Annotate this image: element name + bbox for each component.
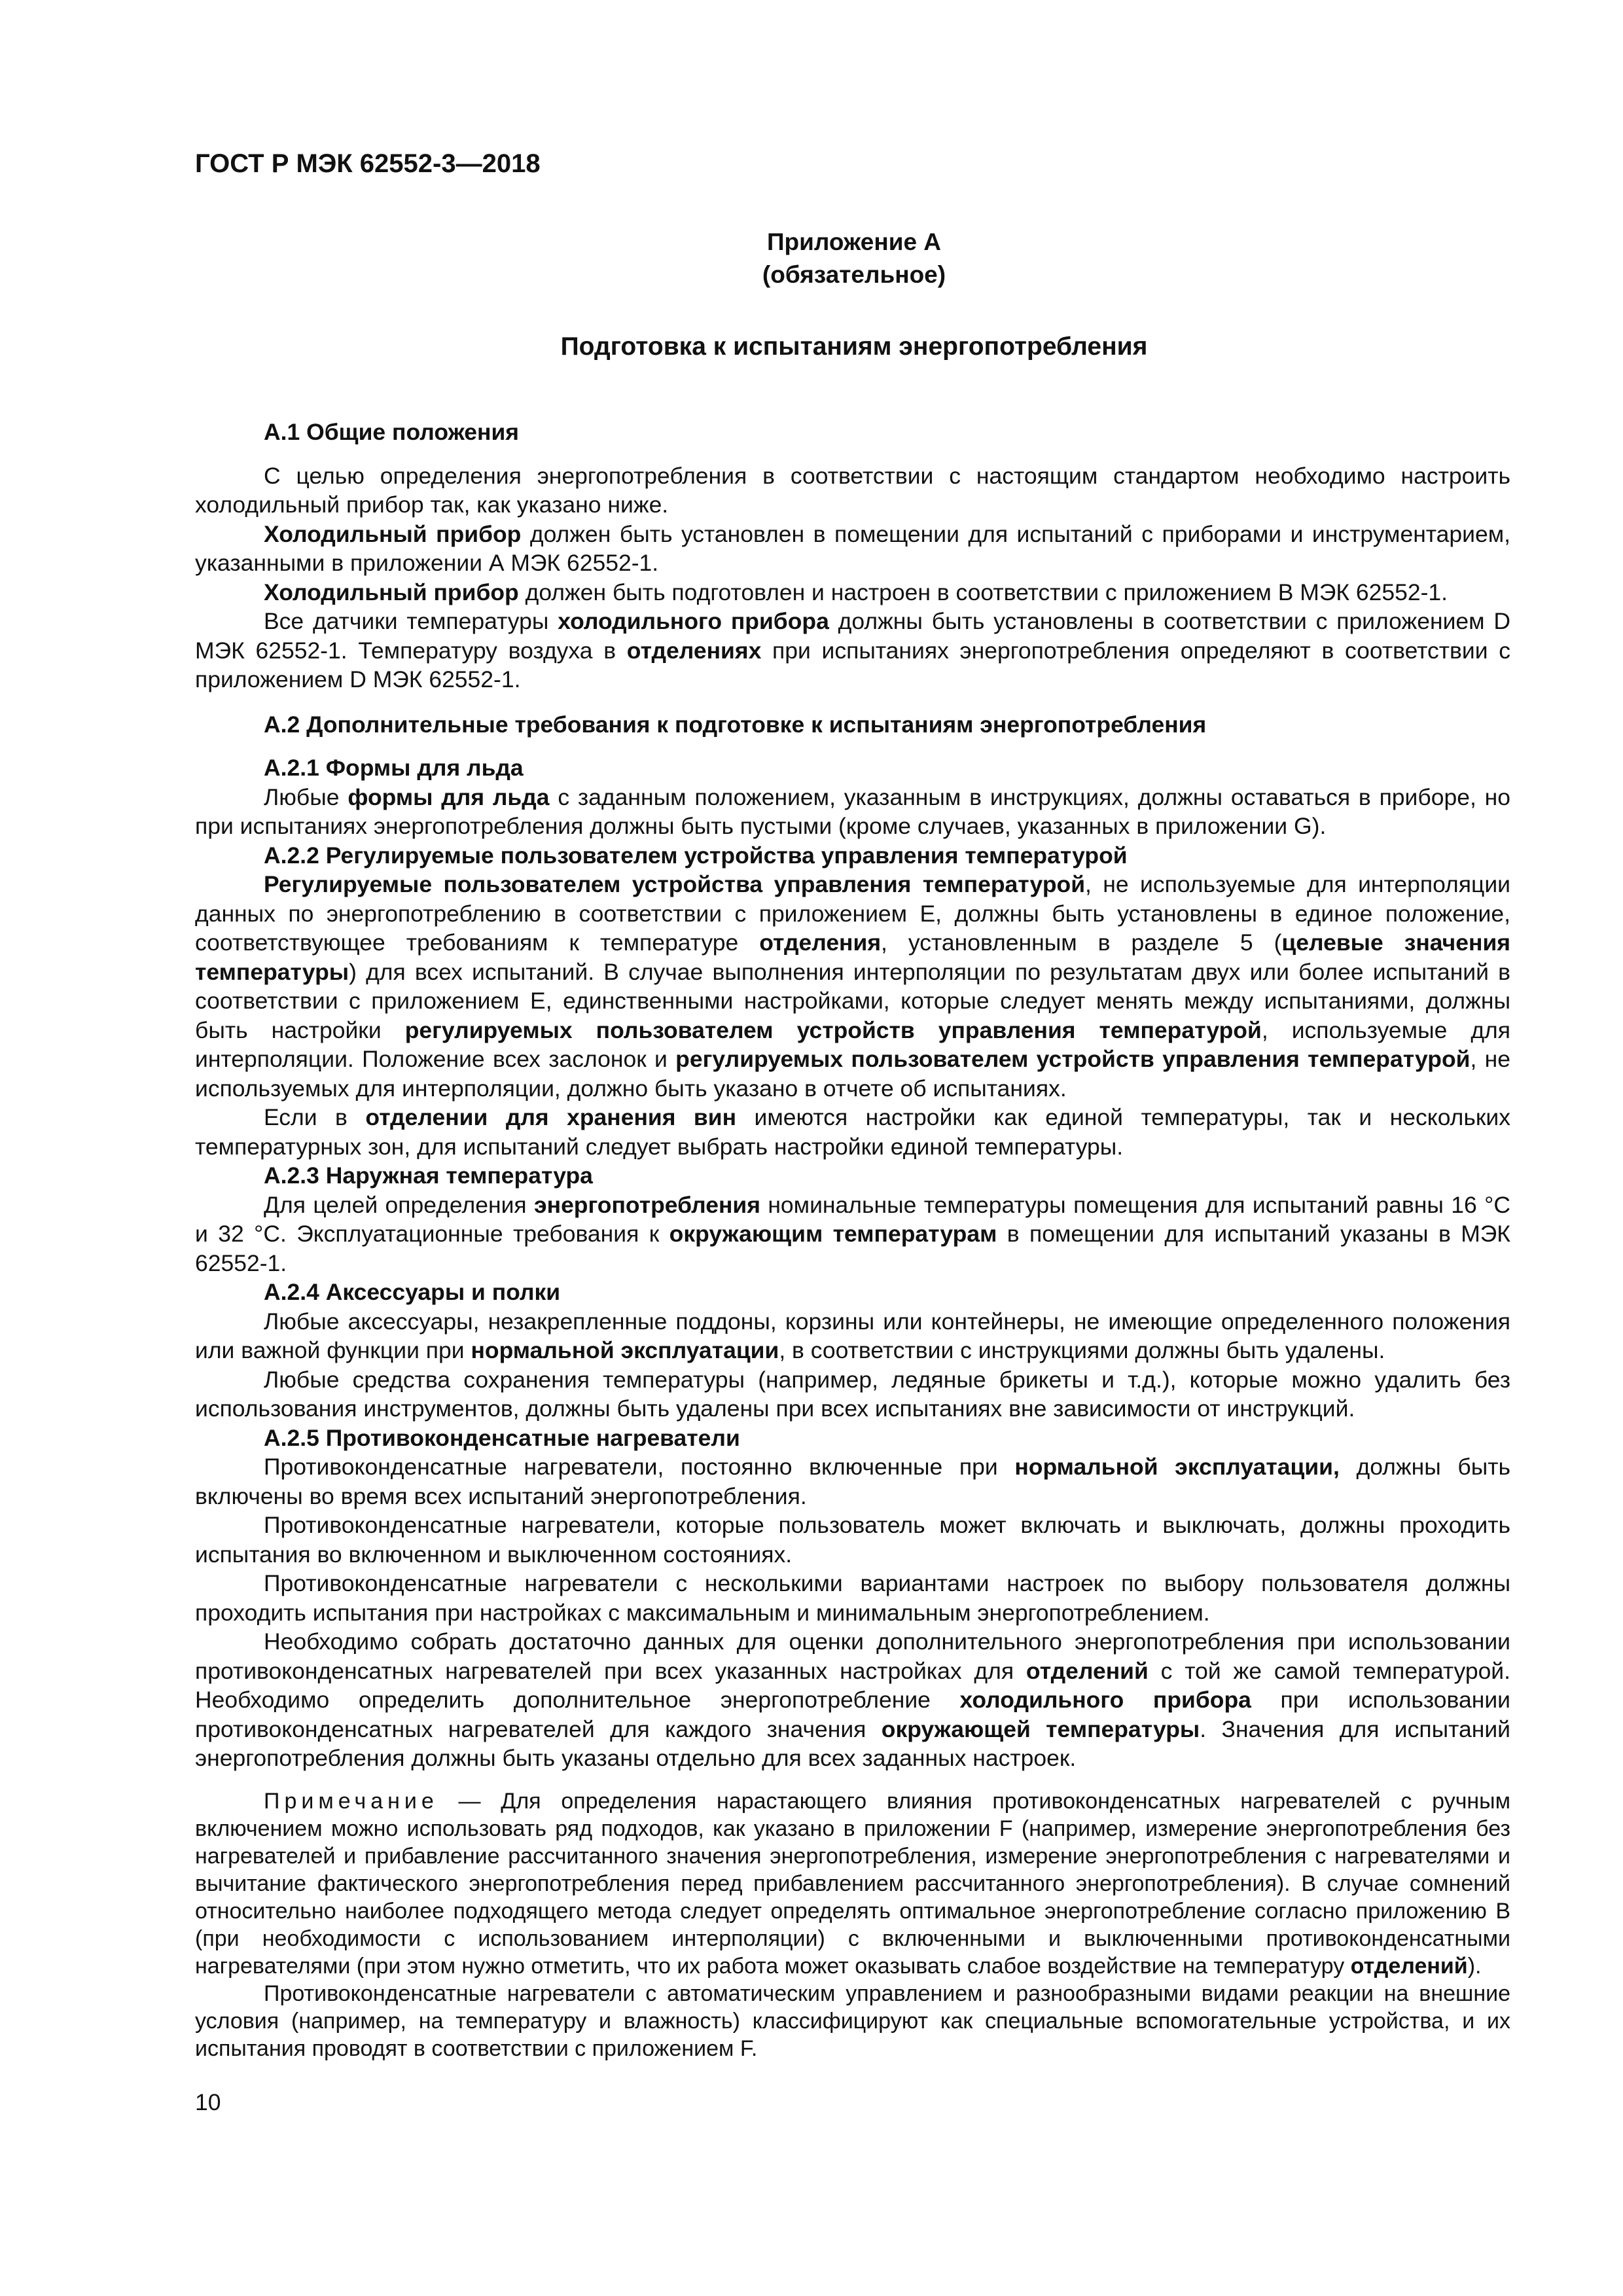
note-label: Примечание [264, 1788, 438, 1814]
annex-title: Приложение А [766, 228, 942, 255]
paragraph: Регулируемые пользователем устройства управления температурой, не используемые для интерполяции данных по энергопотреблению в соответствии с приложением Е, должны быть установлены в единое положение, соответствующее требованиям к температуре отделения, установленным в разделе 5 (целевые значения температуры) для всех испытаний. В случае выполнения интерполяции по результатам двух или более испытаний в соответствии с приложением Е, единственными настройками, которые следует менять между испытаниями, должны быть настройки регулируемых пользователем устройств управления температурой, используемые для интерполяции. Положение всех заслонок и регулируемых пользователем устройств управления температурой, не используемых для интерполяции, должно быть указано в отчете об испытаниях. [195, 871, 1510, 1102]
page-title: Подготовка к испытаниям энергопотребления [560, 332, 1148, 361]
subsection-heading-a21: А.2.1 Формы для льда [264, 755, 524, 781]
paragraph: Холодильный прибор должен быть установлен в помещении для испытаний с приборами и инструментарием, указанными в приложении А МЭК 62552-1. [195, 520, 1510, 576]
paragraph: С целью определения энергопотребления в соответствии с настоящим стандартом необходимо настроить холодильный прибор так, как указано ниже. [195, 462, 1510, 518]
note-paragraph: Примечание — Для определения нарастающего влияния противоконденсатных нагревателей с ручным включением можно использовать ряд подходов, как указано в приложении F (например, измерение энергопотребления без нагревателей и прибавление рассчитанного значения энергопотребления, измерение энергопотребления с нагревателями и вычитание фактического энергопотребления перед прибавлением рассчитанного энергопотребления). В случае сомнений относительно наиболее подходящего метода следует определять оптимальное энергопотребление согласно приложению В (при необходимости с использованием интерполяции) с включенными и выключенными противоконденсатными нагревателями (при этом нужно отметить, что их работа может оказывать слабое воздействие на температуру отделений). [195, 1788, 1510, 1979]
paragraph: Противоконденсатные нагреватели, постоянно включенные при нормальной эксплуатации, должны быть включены во время всех испытаний энергопотребления. [195, 1454, 1510, 1509]
section-heading-a2: А.2 Дополнительные требования к подготовке к испытаниям энергопотребления [264, 711, 1207, 738]
paragraph: Холодильный прибор должен быть подготовлен и настроен в соответствии с приложением В МЭК 62552-1. [264, 579, 1448, 605]
section-heading-a1: А.1 Общие положения [264, 419, 519, 445]
annex-status: (обязательное) [762, 261, 946, 288]
subsection-heading-a25: А.2.5 Противоконденсатные нагреватели [264, 1424, 740, 1451]
paragraph: Противоконденсатные нагреватели с несколькими вариантами настроек по выбору пользователя должны проходить испытания при настройках с максимальным и минимальным энергопотреблением. [195, 1570, 1510, 1626]
document-body [195, 418, 1510, 2062]
paragraph: Если в отделении для хранения вин имеются настройки как единой температуры, так и нескольких температурных зон, для испытаний следует выбрать настройки единой температуры. [195, 1104, 1510, 1160]
paragraph: Любые средства сохранения температуры (например, ледяные брикеты и т.д.), которые можно удалить без использования инструментов, должны быть удалены при всех испытаниях вне зависимости от инструкций. [195, 1366, 1510, 1422]
paragraph: Для целей определения энергопотребления номинальные температуры помещения для испытаний равны 16 °С и 32 °С. Эксплуатационные требования к окружающим температурам в помещении для испытаний указаны в МЭК 62552-1. [195, 1191, 1510, 1276]
paragraph: Необходимо собрать достаточно данных для оценки дополнительного энергопотребления при использовании противоконденсатных нагревателей при всех указанных настройках для отделений с той же самой температурой. Необходимо определить дополнительное энергопотребление холодильного прибора при использовании противоконденсатных нагревателей для каждого значения окружающей температуры. Значения для испытаний энергопотребления должны быть указаны отдельно для всех заданных настроек. [195, 1628, 1511, 1771]
note-paragraph: Противоконденсатные нагреватели с автоматическим управлением и разнообразными видами реакции на внешние условия (например, на температуру и влажность) классифицируют как специальные вспомогательные устройства, и их испытания проводят в соответствии с приложением F. [195, 1981, 1510, 2061]
subsection-heading-a22: А.2.2 Регулируемые пользователем устройства управления температурой [264, 842, 1128, 869]
annex-label [0, 226, 1623, 291]
paragraph: Противоконденсатные нагреватели, которые пользователь может включать и выключать, должны проходить испытания во включенном и выключенном состояниях. [195, 1512, 1510, 1568]
note-block [195, 1787, 1510, 2062]
paragraph: Любые формы для льда с заданным положением, указанным в инструкциях, должны оставаться в приборе, но при испытаниях энергопотребления должны быть пустыми (кроме случаев, указанных в приложении G). [195, 783, 1510, 839]
document-header: ГОСТ Р МЭК 62552-3—2018 [195, 149, 541, 178]
paragraph: Все датчики температуры холодильного прибора должны быть установлены в соответствии с приложением D МЭК 62552-1. Температуру воздуха в отделениях при испытаниях энергопотребления определяют в соответствии с приложением D МЭК 62552-1. [195, 608, 1510, 692]
subsection-heading-a24: А.2.4 Аксессуары и полки [264, 1279, 561, 1305]
page-number: 10 [195, 2089, 221, 2115]
paragraph: Любые аксессуары, незакрепленные поддоны, корзины или контейнеры, не имеющие определенного положения или важной функции при нормальной эксплуатации, в соответствии с инструкциями должны быть удалены. [195, 1308, 1510, 1363]
subsection-heading-a23: А.2.3 Наружная температура [264, 1162, 593, 1189]
